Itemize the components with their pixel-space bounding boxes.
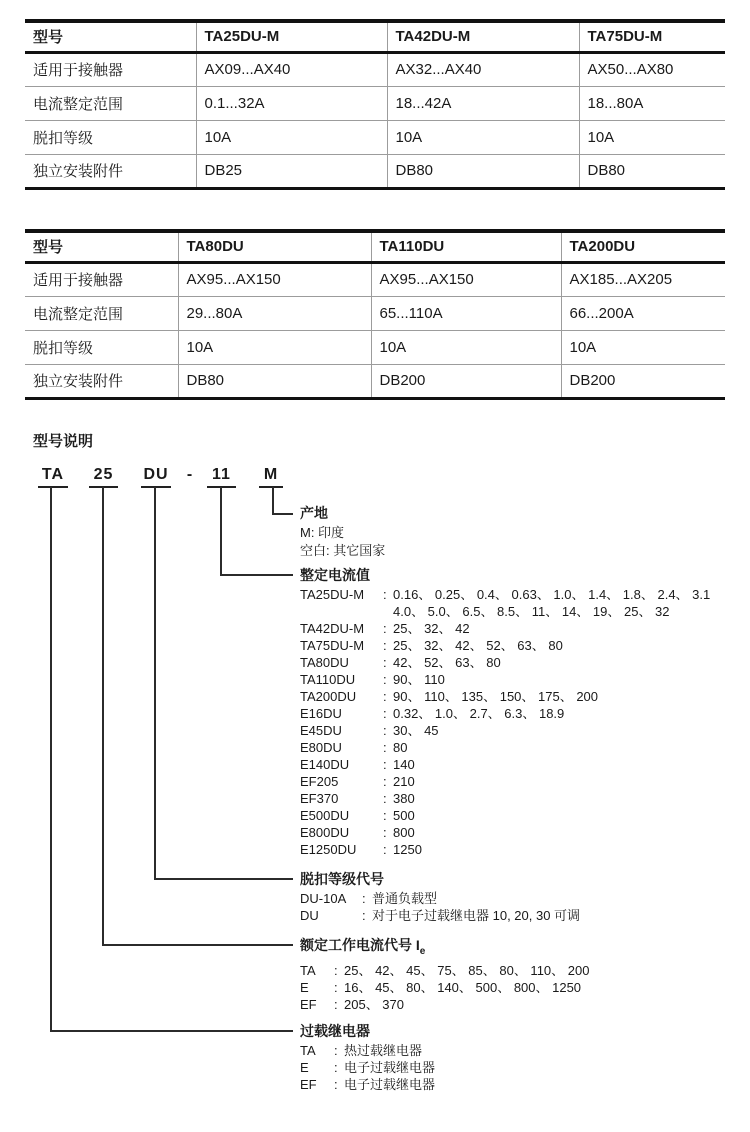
table-header-row — [25, 231, 725, 262]
legend-row-label: TA — [300, 962, 316, 978]
column-header: TA110DU — [371, 231, 561, 262]
legend-row-colon: : — [383, 587, 387, 602]
legend-line: M: 印度 — [300, 525, 345, 540]
legend-row-colon: : — [334, 1077, 338, 1092]
column-header: TA42DU-M — [387, 21, 579, 52]
legend-row-value: 90、 110、 135、 150、 175、 200 — [393, 689, 599, 704]
table-cell: 10A — [561, 330, 725, 364]
legend-row-label: E1250DU — [300, 842, 357, 857]
table-cell: 66...200A — [561, 296, 725, 330]
legend-row-value: 80 — [393, 740, 408, 755]
legend-row-label: DU — [300, 908, 319, 923]
legend-row-colon: : — [334, 962, 338, 978]
column-header: TA200DU — [561, 231, 725, 262]
legend-title: 型号说明 — [33, 433, 94, 450]
section-title: 脱扣等级代号 — [300, 871, 384, 887]
table-cell: DB80 — [579, 154, 725, 188]
model-code-token-11: 11 — [207, 466, 236, 488]
legend-row-value: 800 — [393, 825, 415, 840]
table-cell: AX50...AX80 — [579, 52, 725, 86]
section-title: 产地 — [300, 505, 328, 521]
section-title: 过载继电器 — [300, 1023, 370, 1039]
legend-row — [300, 756, 710, 773]
section-title: 整定电流值 — [300, 567, 370, 583]
connector-line-horizontal-ta — [50, 1030, 293, 1032]
legend-row-label: E140DU — [300, 757, 350, 772]
connector-line-vertical-m — [272, 487, 274, 515]
section-title — [300, 937, 589, 960]
legend-section-origin — [300, 505, 385, 560]
legend-row-colon: : — [383, 638, 387, 653]
legend-row-value: 90、 110 — [393, 672, 445, 687]
table-cell: 10A — [178, 330, 371, 364]
legend-row — [300, 841, 710, 858]
legend-row — [300, 773, 710, 790]
table-row — [25, 86, 725, 120]
table-row — [25, 296, 725, 330]
model-code-token-ta: TA — [38, 466, 68, 488]
table-cell: 10A — [579, 120, 725, 154]
legend-row-colon: : — [383, 689, 387, 704]
table-cell: 10A — [371, 330, 561, 364]
row-label: 脱扣等级 — [25, 330, 178, 364]
legend-row-colon: : — [383, 791, 387, 806]
row-label: 独立安装附件 — [25, 154, 196, 188]
legend-row-label: E — [300, 1060, 309, 1075]
legend-row — [300, 603, 710, 620]
connector-line-horizontal-11 — [220, 574, 293, 576]
legend-row-value: 热过载继电器 — [344, 1043, 423, 1058]
legend-row-colon: : — [362, 891, 366, 906]
legend-row — [300, 824, 710, 841]
legend-row-label: TA — [300, 1043, 316, 1058]
table-row — [25, 364, 725, 398]
legend-row — [300, 996, 589, 1013]
model-code-token-25: 25 — [89, 466, 118, 488]
table-cell: AX09...AX40 — [196, 52, 387, 86]
connector-line-vertical-11 — [220, 487, 222, 576]
legend-row — [300, 1059, 435, 1076]
table-cell: 0.1...32A — [196, 86, 387, 120]
legend-row-label: E16DU — [300, 706, 342, 721]
legend-row-label: E45DU — [300, 723, 342, 738]
spec-table-2 — [25, 229, 725, 400]
connector-line-horizontal-m — [272, 513, 293, 515]
row-label: 适用于接触器 — [33, 272, 124, 289]
legend-row-colon: : — [334, 996, 338, 1012]
legend-row-value: 25、 32、 42、 52、 63、 80 — [393, 638, 563, 653]
legend-row-colon: : — [383, 655, 387, 670]
section-title-subscript: e — [419, 945, 426, 957]
connector-line-vertical-25 — [102, 487, 104, 946]
table-cell: DB80 — [387, 154, 579, 188]
table-row — [25, 154, 725, 188]
legend-row-label: EF — [300, 1077, 317, 1092]
legend-row-value: 30、 45 — [393, 723, 439, 738]
table-row — [25, 120, 725, 154]
legend-row — [300, 722, 710, 739]
legend-section-relay-type — [300, 1023, 435, 1093]
table-cell: DB200 — [371, 364, 561, 398]
model-code-token-m: M — [259, 466, 283, 488]
column-header: TA80DU — [178, 231, 371, 262]
legend-row-value: 42、 52、 63、 80 — [393, 655, 501, 670]
legend-row — [300, 1042, 435, 1059]
legend-row-value: 对于电子过载继电器 10, 20, 30 可调 — [372, 908, 581, 923]
table-cell: 10A — [196, 120, 387, 154]
connector-line-vertical-ta — [50, 487, 52, 1032]
legend-row-label: E800DU — [300, 825, 350, 840]
legend-row-value: 1250 — [393, 842, 422, 857]
legend-row — [300, 1076, 435, 1093]
legend-row-value: 16、 45、 80、 140、 500、 800、 1250 — [344, 979, 582, 995]
table-cell: 29...80A — [178, 296, 371, 330]
column-header: TA25DU-M — [196, 21, 387, 52]
table-cell: AX95...AX150 — [178, 262, 371, 296]
legend-row-value: 0.32、 1.0、 2.7、 6.3、 18.9 — [393, 706, 565, 721]
legend-row-label: TA200DU — [300, 689, 357, 704]
row-label: 脱扣等级 — [25, 120, 196, 154]
table-header-row — [25, 21, 725, 52]
legend-row-value: 4.0、 5.0、 6.5、 8.5、 11、 14、 19、 25、 32 — [393, 604, 670, 619]
legend-row-colon: : — [334, 1060, 338, 1075]
legend-row-colon: : — [383, 723, 387, 738]
legend-row — [300, 671, 710, 688]
legend-row-colon: : — [383, 706, 387, 721]
column-header-model: 型号 — [25, 231, 178, 262]
legend-row-value: 电子过载继电器 — [344, 1060, 436, 1075]
table-cell: 18...80A — [579, 86, 725, 120]
legend-row — [300, 979, 589, 996]
legend-row-label: TA42DU-M — [300, 621, 365, 636]
table-cell: AX185...AX205 — [561, 262, 725, 296]
table-cell: DB25 — [196, 154, 387, 188]
table-cell: 10A — [387, 120, 579, 154]
legend-section-rated-current — [300, 937, 589, 1013]
legend-row — [300, 586, 710, 603]
legend-row-value: 25、 32、 42 — [393, 621, 470, 636]
legend-row-value: 210 — [393, 774, 415, 789]
table-cell: 18...42A — [387, 86, 579, 120]
legend-row-label: TA110DU — [300, 672, 356, 687]
legend-row-value: 普通负载型 — [372, 891, 438, 906]
legend-line: 空白: 其它国家 — [300, 543, 386, 558]
legend-row-label: TA25DU-M — [300, 587, 365, 602]
row-label: 适用于接触器 — [33, 62, 124, 79]
row-label: 电流整定范围 — [25, 296, 178, 330]
legend-row-colon: : — [383, 842, 387, 857]
connector-line-vertical-du — [154, 487, 156, 880]
legend-row-value: 205、 370 — [344, 996, 404, 1012]
spec-table-1 — [25, 19, 725, 190]
table-row — [25, 330, 725, 364]
legend-row-colon: : — [383, 621, 387, 636]
legend-section-current-values — [300, 567, 710, 858]
legend-row-label: E80DU — [300, 740, 342, 755]
legend-row — [300, 739, 710, 756]
model-code-token-du: DU — [141, 466, 171, 488]
legend-row — [300, 807, 710, 824]
column-header-model: 型号 — [25, 21, 196, 52]
legend-row-value: 0.16、 0.25、 0.4、 0.63、 1.0、 1.4、 1.8、 2.4、 3.1 — [393, 587, 711, 602]
legend-row-value: 电子过载继电器 — [344, 1077, 436, 1092]
legend-row-label: DU-10A — [300, 891, 347, 906]
legend-row-label: EF370 — [300, 791, 339, 806]
model-code-token-dash: - — [186, 466, 194, 483]
legend-row — [300, 790, 710, 807]
legend-row-colon: : — [383, 808, 387, 823]
table-cell: DB200 — [561, 364, 725, 398]
table-cell: 65...110A — [371, 296, 561, 330]
legend-row-value: 500 — [393, 808, 415, 823]
legend-row-label: EF205 — [300, 774, 339, 789]
row-label: 独立安装附件 — [25, 364, 178, 398]
legend-row-colon: : — [383, 757, 387, 772]
legend-row — [300, 654, 710, 671]
legend-row — [300, 962, 589, 979]
legend-row — [300, 890, 580, 907]
legend-section-trip-class — [300, 871, 580, 924]
row-label: 电流整定范围 — [25, 86, 196, 120]
table-cell: AX32...AX40 — [387, 52, 579, 86]
legend-row-colon: : — [383, 740, 387, 755]
table-row — [25, 262, 725, 296]
legend-row-colon: : — [383, 672, 387, 687]
table-cell: AX95...AX150 — [371, 262, 561, 296]
connector-line-horizontal-du — [154, 878, 293, 880]
legend-row-colon: : — [383, 774, 387, 789]
section-title-text: 额定工作电流代号 I — [300, 937, 420, 953]
column-header: TA75DU-M — [579, 21, 725, 52]
legend-row-value: 380 — [393, 791, 415, 806]
connector-line-horizontal-25 — [102, 944, 293, 946]
legend-row-colon: : — [334, 1043, 338, 1058]
legend-row-label: TA75DU-M — [300, 638, 365, 653]
legend-row — [300, 620, 710, 637]
legend-row-colon: : — [334, 979, 338, 995]
legend-row-label: E — [300, 979, 309, 995]
legend-row-colon: : — [362, 908, 366, 923]
legend-row-label: E500DU — [300, 808, 350, 823]
legend-row — [300, 705, 710, 722]
table-cell: DB80 — [178, 364, 371, 398]
legend-row-label — [300, 603, 383, 620]
legend-row-colon: : — [383, 825, 387, 840]
legend-row — [300, 688, 710, 705]
legend-row-value: 25、 42、 45、 75、 85、 80、 110、 200 — [344, 962, 590, 978]
legend-row-label: TA80DU — [300, 655, 349, 670]
legend-row — [300, 907, 580, 924]
legend-row-colon — [383, 603, 393, 620]
legend-row-value: 140 — [393, 757, 415, 772]
legend-row — [300, 637, 710, 654]
legend-row-label: EF — [300, 996, 317, 1012]
table-row — [25, 52, 725, 86]
